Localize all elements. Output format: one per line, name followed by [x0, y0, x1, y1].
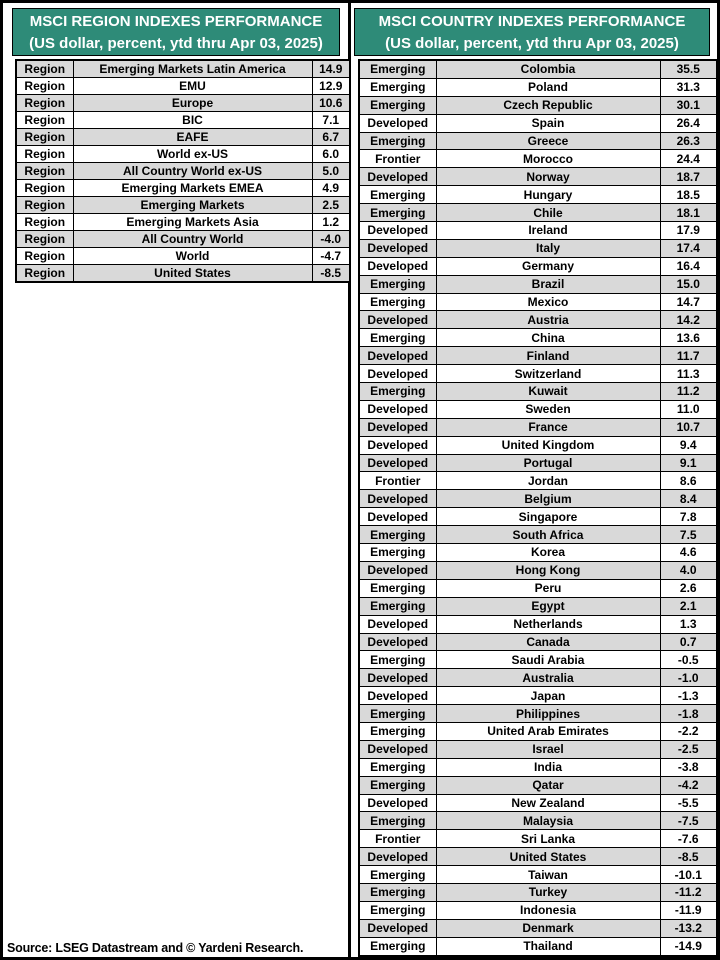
cell-name: Portugal — [436, 454, 660, 472]
cell-value: -7.5 — [660, 812, 717, 830]
cell-category: Emerging — [359, 866, 436, 884]
table-row — [359, 150, 717, 168]
cell-category: Emerging — [359, 60, 436, 78]
cell-category: Emerging — [359, 544, 436, 562]
cell-name: Qatar — [436, 776, 660, 794]
cell-name: Chile — [436, 204, 660, 222]
table-row — [16, 265, 350, 283]
table-row — [359, 794, 717, 812]
cell-name: Morocco — [436, 150, 660, 168]
cell-value: 17.4 — [660, 239, 717, 257]
table-row — [359, 705, 717, 723]
table-row — [359, 186, 717, 204]
cell-value: -8.5 — [312, 265, 350, 283]
cell-name: Thailand — [436, 937, 660, 955]
table-row — [359, 722, 717, 740]
cell-name: United States — [436, 848, 660, 866]
region-table-subtitle: (US dollar, percent, ytd thru Apr 03, 2025) — [29, 35, 323, 52]
cell-value: 31.3 — [660, 78, 717, 96]
cell-name: Indonesia — [436, 901, 660, 919]
table-row — [16, 146, 350, 163]
cell-category: Emerging — [359, 883, 436, 901]
cell-category: Emerging — [359, 204, 436, 222]
cell-category: Developed — [359, 436, 436, 454]
cell-category: Developed — [359, 311, 436, 329]
table-row — [16, 129, 350, 146]
table-row — [359, 293, 717, 311]
cell-name: World ex-US — [73, 146, 312, 163]
cell-value: 2.6 — [660, 579, 717, 597]
cell-value: 11.7 — [660, 347, 717, 365]
cell-value: 17.9 — [660, 222, 717, 240]
cell-name: Canada — [436, 633, 660, 651]
region-table-title: MSCI REGION INDEXES PERFORMANCE — [29, 13, 323, 30]
cell-name: Taiwan — [436, 866, 660, 884]
cell-value: 11.0 — [660, 400, 717, 418]
cell-value: -4.0 — [312, 231, 350, 248]
cell-category: Developed — [359, 561, 436, 579]
cell-value: 16.4 — [660, 257, 717, 275]
table-row — [359, 579, 717, 597]
country-table-body — [359, 60, 717, 956]
cell-value: -1.3 — [660, 687, 717, 705]
table-row — [359, 651, 717, 669]
cell-name: Japan — [436, 687, 660, 705]
cell-name: Mexico — [436, 293, 660, 311]
cell-value: 15.0 — [660, 275, 717, 293]
cell-category: Emerging — [359, 96, 436, 114]
cell-name: Europe — [73, 95, 312, 112]
cell-category: Emerging — [359, 651, 436, 669]
table-row — [359, 919, 717, 937]
cell-name: Brazil — [436, 275, 660, 293]
cell-value: 10.7 — [660, 418, 717, 436]
cell-name: Australia — [436, 669, 660, 687]
table-row — [359, 168, 717, 186]
cell-name: Ireland — [436, 222, 660, 240]
cell-name: Norway — [436, 168, 660, 186]
cell-category: Emerging — [359, 383, 436, 401]
table-row — [359, 633, 717, 651]
cell-category: Region — [16, 78, 73, 95]
cell-value: 13.6 — [660, 329, 717, 347]
cell-name: Netherlands — [436, 615, 660, 633]
cell-name: Greece — [436, 132, 660, 150]
cell-category: Frontier — [359, 830, 436, 848]
table-row — [359, 544, 717, 562]
table-row — [16, 60, 350, 78]
cell-value: 7.8 — [660, 508, 717, 526]
cell-value: 30.1 — [660, 96, 717, 114]
cell-value: -5.5 — [660, 794, 717, 812]
cell-category: Frontier — [359, 472, 436, 490]
cell-value: 12.9 — [312, 78, 350, 95]
table-row — [359, 866, 717, 884]
cell-name: South Africa — [436, 526, 660, 544]
table-row — [359, 883, 717, 901]
cell-value: 4.9 — [312, 180, 350, 197]
cell-category: Region — [16, 197, 73, 214]
cell-value: 7.5 — [660, 526, 717, 544]
table-row — [359, 329, 717, 347]
cell-value: 2.5 — [312, 197, 350, 214]
cell-category: Emerging — [359, 758, 436, 776]
cell-name: Denmark — [436, 919, 660, 937]
cell-name: India — [436, 758, 660, 776]
cell-category: Developed — [359, 508, 436, 526]
table-row — [359, 418, 717, 436]
cell-category: Emerging — [359, 78, 436, 96]
table-row — [359, 740, 717, 758]
cell-name: BIC — [73, 112, 312, 129]
cell-value: 14.7 — [660, 293, 717, 311]
cell-name: United Arab Emirates — [436, 722, 660, 740]
table-row — [359, 508, 717, 526]
cell-value: 11.3 — [660, 365, 717, 383]
cell-value: 1.3 — [660, 615, 717, 633]
cell-name: Colombia — [436, 60, 660, 78]
table-row — [16, 180, 350, 197]
cell-value: -8.5 — [660, 848, 717, 866]
table-row — [359, 687, 717, 705]
table-row — [359, 776, 717, 794]
cell-category: Developed — [359, 794, 436, 812]
cell-name: United States — [73, 265, 312, 283]
table-row — [359, 937, 717, 955]
cell-category: Emerging — [359, 812, 436, 830]
cell-name: Austria — [436, 311, 660, 329]
table-row — [359, 615, 717, 633]
cell-name: Emerging Markets EMEA — [73, 180, 312, 197]
cell-category: Region — [16, 112, 73, 129]
cell-category: Emerging — [359, 132, 436, 150]
cell-value: 0.7 — [660, 633, 717, 651]
cell-value: 18.1 — [660, 204, 717, 222]
cell-category: Emerging — [359, 597, 436, 615]
cell-category: Developed — [359, 687, 436, 705]
cell-name: Israel — [436, 740, 660, 758]
cell-name: All Country World ex-US — [73, 163, 312, 180]
cell-name: Emerging Markets Latin America — [73, 60, 312, 78]
cell-name: EAFE — [73, 129, 312, 146]
cell-value: 6.0 — [312, 146, 350, 163]
cell-name: Belgium — [436, 490, 660, 508]
cell-value: 8.6 — [660, 472, 717, 490]
cell-name: Jordan — [436, 472, 660, 490]
country-table-header — [354, 8, 710, 56]
cell-value: -7.6 — [660, 830, 717, 848]
cell-value: 9.1 — [660, 454, 717, 472]
table-row — [359, 365, 717, 383]
cell-name: Philippines — [436, 705, 660, 723]
cell-category: Region — [16, 163, 73, 180]
table-row — [359, 526, 717, 544]
cell-value: -13.2 — [660, 919, 717, 937]
table-row — [359, 848, 717, 866]
cell-category: Region — [16, 231, 73, 248]
table-row — [16, 95, 350, 112]
cell-name: Malaysia — [436, 812, 660, 830]
cell-name: Kuwait — [436, 383, 660, 401]
cell-category: Developed — [359, 490, 436, 508]
table-row — [359, 239, 717, 257]
table-row — [359, 78, 717, 96]
cell-name: Emerging Markets Asia — [73, 214, 312, 231]
country-table-title: MSCI COUNTRY INDEXES PERFORMANCE — [378, 13, 686, 30]
cell-category: Emerging — [359, 275, 436, 293]
cell-category: Emerging — [359, 579, 436, 597]
table-row — [359, 222, 717, 240]
table-row — [359, 901, 717, 919]
cell-value: -4.7 — [312, 248, 350, 265]
cell-value: 10.6 — [312, 95, 350, 112]
cell-category: Region — [16, 265, 73, 283]
cell-value: 8.4 — [660, 490, 717, 508]
cell-value: 1.2 — [312, 214, 350, 231]
cell-value: 14.9 — [312, 60, 350, 78]
cell-category: Developed — [359, 418, 436, 436]
cell-value: -2.5 — [660, 740, 717, 758]
cell-value: 11.2 — [660, 383, 717, 401]
cell-category: Emerging — [359, 776, 436, 794]
cell-category: Developed — [359, 400, 436, 418]
region-table-header — [12, 8, 340, 56]
cell-name: New Zealand — [436, 794, 660, 812]
country-table-subtitle: (US dollar, percent, ytd thru Apr 03, 2025) — [385, 35, 679, 52]
cell-value: -4.2 — [660, 776, 717, 794]
table-row — [359, 383, 717, 401]
table-row — [359, 812, 717, 830]
cell-category: Developed — [359, 669, 436, 687]
cell-category: Developed — [359, 222, 436, 240]
table-row — [359, 454, 717, 472]
table-row — [359, 561, 717, 579]
cell-category: Developed — [359, 454, 436, 472]
table-row — [16, 197, 350, 214]
cell-category: Developed — [359, 740, 436, 758]
cell-value: 18.7 — [660, 168, 717, 186]
cell-name: Switzerland — [436, 365, 660, 383]
cell-category: Region — [16, 180, 73, 197]
cell-name: China — [436, 329, 660, 347]
cell-value: -3.8 — [660, 758, 717, 776]
cell-value: 5.0 — [312, 163, 350, 180]
cell-name: Germany — [436, 257, 660, 275]
cell-category: Developed — [359, 347, 436, 365]
cell-value: 4.0 — [660, 561, 717, 579]
cell-category: Developed — [359, 919, 436, 937]
cell-name: Turkey — [436, 883, 660, 901]
cell-value: 7.1 — [312, 112, 350, 129]
cell-category: Developed — [359, 168, 436, 186]
cell-value: 18.5 — [660, 186, 717, 204]
cell-name: World — [73, 248, 312, 265]
cell-value: 26.3 — [660, 132, 717, 150]
cell-value: -1.0 — [660, 669, 717, 687]
cell-category: Developed — [359, 633, 436, 651]
cell-name: Poland — [436, 78, 660, 96]
table-row — [359, 400, 717, 418]
cell-name: Peru — [436, 579, 660, 597]
cell-value: 4.6 — [660, 544, 717, 562]
cell-category: Frontier — [359, 150, 436, 168]
cell-value: 9.4 — [660, 436, 717, 454]
table-row — [16, 112, 350, 129]
table-row — [359, 132, 717, 150]
cell-category: Region — [16, 214, 73, 231]
cell-value: 6.7 — [312, 129, 350, 146]
cell-category: Developed — [359, 365, 436, 383]
cell-name: Singapore — [436, 508, 660, 526]
cell-value: -11.9 — [660, 901, 717, 919]
cell-category: Emerging — [359, 186, 436, 204]
cell-category: Region — [16, 248, 73, 265]
table-row — [16, 248, 350, 265]
cell-category: Region — [16, 60, 73, 78]
cell-name: United Kingdom — [436, 436, 660, 454]
cell-name: Korea — [436, 544, 660, 562]
table-row — [359, 60, 717, 78]
table-row — [359, 490, 717, 508]
cell-category: Emerging — [359, 705, 436, 723]
cell-name: Egypt — [436, 597, 660, 615]
cell-name: France — [436, 418, 660, 436]
cell-value: 2.1 — [660, 597, 717, 615]
cell-category: Emerging — [359, 722, 436, 740]
cell-name: All Country World — [73, 231, 312, 248]
cell-name: EMU — [73, 78, 312, 95]
table-row — [16, 163, 350, 180]
table-row — [359, 311, 717, 329]
cell-category: Developed — [359, 114, 436, 132]
table-row — [359, 114, 717, 132]
cell-value: -10.1 — [660, 866, 717, 884]
cell-value: -2.2 — [660, 722, 717, 740]
cell-name: Hungary — [436, 186, 660, 204]
cell-name: Sri Lanka — [436, 830, 660, 848]
cell-value: -0.5 — [660, 651, 717, 669]
cell-value: -14.9 — [660, 937, 717, 955]
cell-category: Region — [16, 95, 73, 112]
cell-category: Region — [16, 129, 73, 146]
table-row — [359, 597, 717, 615]
cell-name: Czech Republic — [436, 96, 660, 114]
cell-category: Region — [16, 146, 73, 163]
table-row — [359, 347, 717, 365]
cell-category: Developed — [359, 615, 436, 633]
cell-category: Emerging — [359, 937, 436, 955]
cell-name: Saudi Arabia — [436, 651, 660, 669]
table-row — [359, 758, 717, 776]
cell-value: -11.2 — [660, 883, 717, 901]
table-row — [359, 472, 717, 490]
table-row — [359, 669, 717, 687]
table-row — [359, 275, 717, 293]
cell-category: Emerging — [359, 901, 436, 919]
cell-value: 35.5 — [660, 60, 717, 78]
table-row — [16, 78, 350, 95]
source-note: Source: LSEG Datastream and © Yardeni Research. — [7, 941, 304, 955]
cell-name: Sweden — [436, 400, 660, 418]
cell-name: Finland — [436, 347, 660, 365]
region-table — [15, 59, 351, 283]
cell-name: Italy — [436, 239, 660, 257]
table-row — [16, 231, 350, 248]
cell-value: 14.2 — [660, 311, 717, 329]
table-row — [359, 436, 717, 454]
cell-category: Developed — [359, 848, 436, 866]
cell-value: -1.8 — [660, 705, 717, 723]
cell-value: 24.4 — [660, 150, 717, 168]
cell-category: Developed — [359, 239, 436, 257]
cell-category: Emerging — [359, 329, 436, 347]
cell-name: Spain — [436, 114, 660, 132]
cell-category: Developed — [359, 257, 436, 275]
cell-name: Hong Kong — [436, 561, 660, 579]
cell-category: Emerging — [359, 293, 436, 311]
cell-value: 26.4 — [660, 114, 717, 132]
cell-name: Emerging Markets — [73, 197, 312, 214]
country-table — [358, 59, 718, 957]
table-row — [359, 96, 717, 114]
table-row — [359, 204, 717, 222]
table-row — [359, 830, 717, 848]
table-row — [359, 257, 717, 275]
region-table-body — [16, 60, 350, 282]
cell-category: Emerging — [359, 526, 436, 544]
table-row — [16, 214, 350, 231]
